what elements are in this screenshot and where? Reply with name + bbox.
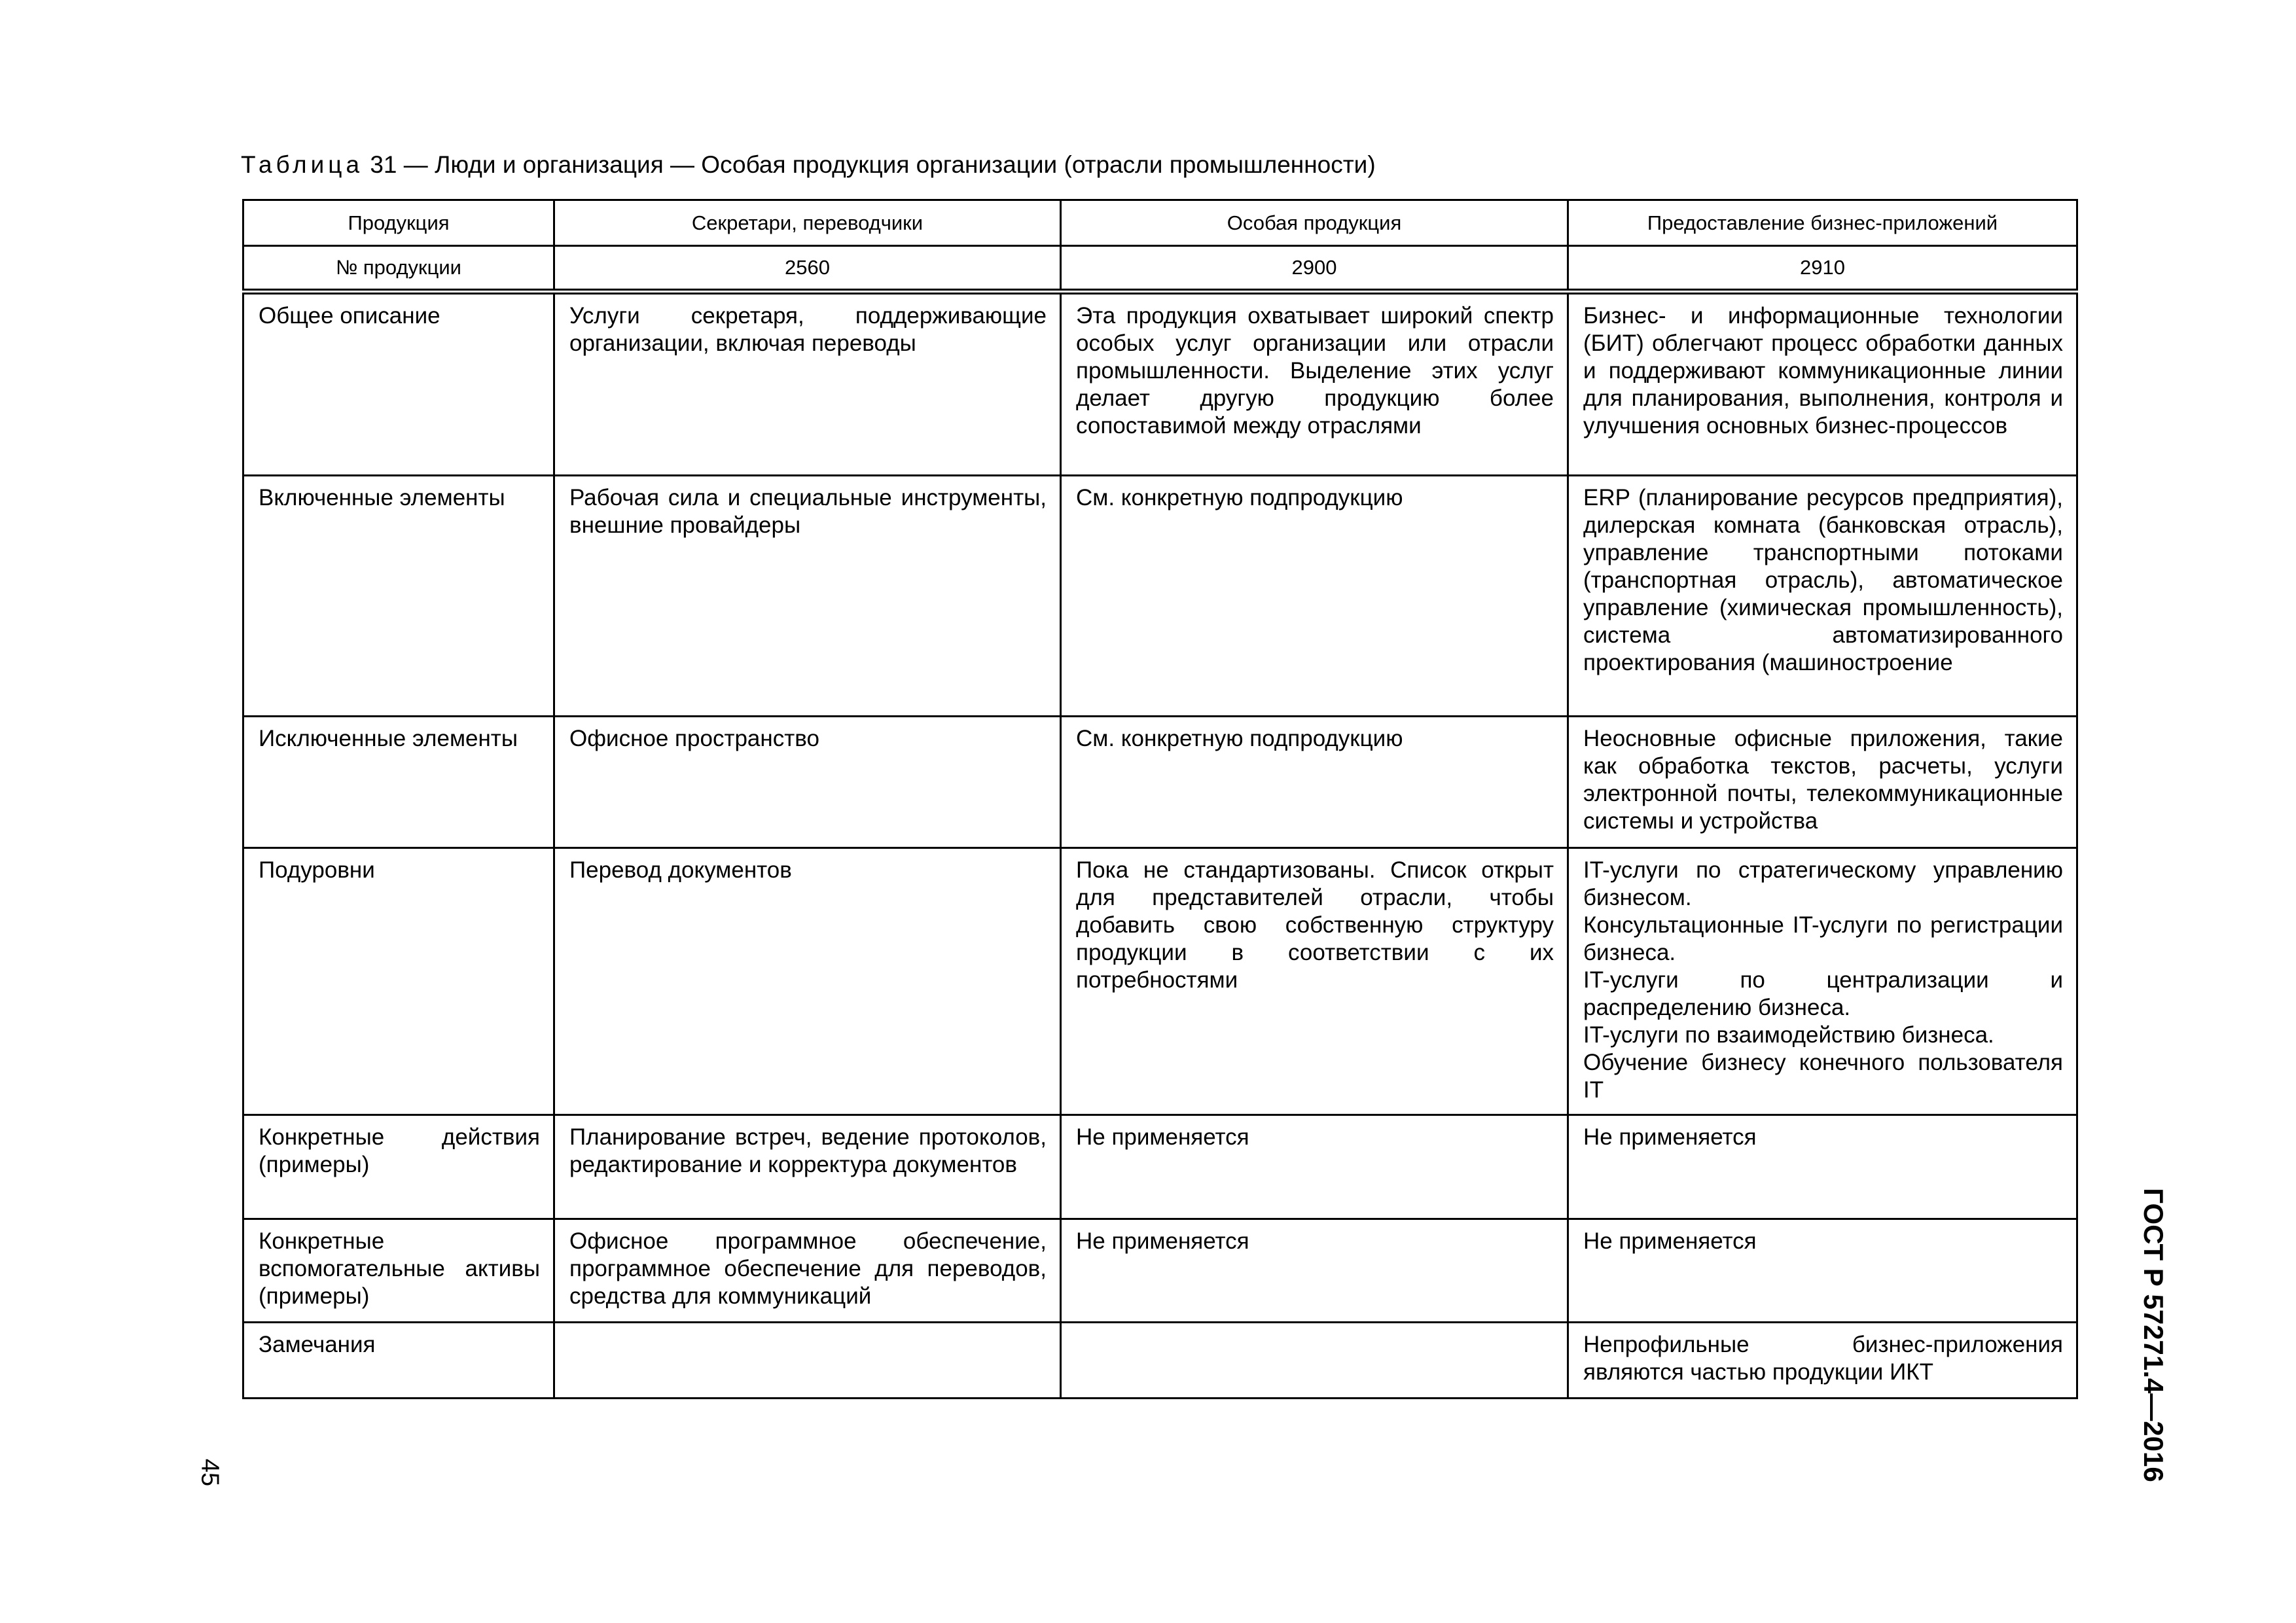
header-cell: Секретари, переводчики bbox=[554, 200, 1061, 246]
table-cell: Офисное пространство bbox=[554, 717, 1061, 848]
sublevel-line: IT-услуги по стратегическому управлению бизнесом. bbox=[1583, 857, 2063, 910]
table-cell: См. конкретную подпродукцию bbox=[1061, 476, 1568, 717]
table-row bbox=[243, 476, 2077, 717]
table-cell bbox=[1061, 1323, 1568, 1399]
table-row bbox=[243, 1219, 2077, 1323]
table-cell bbox=[554, 1323, 1061, 1399]
standard-designation bbox=[2138, 1185, 2168, 1486]
header-cell: Предоставление бизнес-приложений bbox=[1568, 200, 2077, 246]
table-cell: Не применяется bbox=[1061, 1115, 1568, 1219]
table-cell: Услуги секретаря, поддерживающие организации, включая переводы bbox=[554, 292, 1061, 476]
caption-text: 31 — Люди и организация — Особая продукция организации (отрасли промышленности) bbox=[370, 151, 1376, 178]
table-cell: Неосновные офисные приложения, такие как обработка текстов, расчеты, услуги электронной почты, телекоммуникационные системы и устройства bbox=[1568, 717, 2077, 848]
row-label: Подуровни bbox=[243, 848, 554, 1115]
standard-designation-text: ГОСТ Р 57271.4—2016 bbox=[2138, 1188, 2169, 1482]
sublevel-line: IT-услуги по централизации и распределению бизнеса. bbox=[1583, 967, 2063, 1020]
table-cell: Рабочая сила и специальные инструменты, внешние провайдеры bbox=[554, 476, 1061, 717]
row-label: Общее описание bbox=[243, 292, 554, 476]
id-cell: 2560 bbox=[554, 246, 1061, 292]
table-cell bbox=[1568, 848, 2077, 1115]
table-row bbox=[243, 292, 2077, 476]
table-cell: Не применяется bbox=[1568, 1115, 2077, 1219]
row-label: Конкретные вспомогательные активы (примеры) bbox=[243, 1219, 554, 1323]
sublevel-line: IT-услуги по взаимодействию бизнеса. bbox=[1583, 1022, 1994, 1048]
table-cell: Офисное программное обеспечение, программное обеспечение для переводов, средства для коммуникаций bbox=[554, 1219, 1061, 1323]
page-number bbox=[196, 1453, 223, 1492]
id-cell: № продукции bbox=[243, 246, 554, 292]
id-cell: 2910 bbox=[1568, 246, 2077, 292]
header-cell: Особая продукция bbox=[1061, 200, 1568, 246]
table-row bbox=[243, 1323, 2077, 1399]
table-caption bbox=[241, 151, 1376, 179]
product-table bbox=[242, 199, 2078, 1399]
table-cell: Не применяется bbox=[1061, 1219, 1568, 1323]
header-cell: Продукция bbox=[243, 200, 554, 246]
table-cell: Не применяется bbox=[1568, 1219, 2077, 1323]
table-row bbox=[243, 717, 2077, 848]
table-cell: Непрофильные бизнес-приложения являются частью продукции ИКТ bbox=[1568, 1323, 2077, 1399]
table-cell: Эта продукция охватывает широкий спектр особых услуг организации или отрасли промышленности. Выделение этих услуг делает другую продукцию более сопоставимой между отраслями bbox=[1061, 292, 1568, 476]
sublevel-line: Консультационные IT-услуги по регистрации бизнеса. bbox=[1583, 912, 2063, 965]
table-cell: Бизнес- и информационные технологии (БИТ) облегчают процесс обработки данных и поддерживают коммуникационные линии для планирования, выполнения, контроля и улучшения основных бизнес-процессов bbox=[1568, 292, 2077, 476]
table-row bbox=[243, 848, 2077, 1115]
row-label: Конкретные действия (примеры) bbox=[243, 1115, 554, 1219]
table-cell: ERP (планирование ресурсов предприятия), дилерская комната (банковская отрасль), управление транспортными потоками (транспортная отрасль), автоматическое управление (химическая промышленность), система автоматизированного проектирования (машиностроение bbox=[1568, 476, 2077, 717]
sublevel-line: Обучение бизнесу конечного пользователя IT bbox=[1583, 1050, 2063, 1103]
page-number-text: 45 bbox=[196, 1458, 224, 1487]
table-row bbox=[243, 1115, 2077, 1219]
id-cell: 2900 bbox=[1061, 246, 1568, 292]
table-cell: Перевод документов bbox=[554, 848, 1061, 1115]
row-label: Замечания bbox=[243, 1323, 554, 1399]
table-cell: Пока не стандартизованы. Список открыт для представителей отрасли, чтобы добавить свою собственную структуру продукции в соответствии с их потребностями bbox=[1061, 848, 1568, 1115]
row-label: Включенные элементы bbox=[243, 476, 554, 717]
row-label: Исключенные элементы bbox=[243, 717, 554, 848]
table-cell: См. конкретную подпродукцию bbox=[1061, 717, 1568, 848]
caption-label: Таблица bbox=[241, 151, 364, 178]
table-cell: Планирование встреч, ведение протоколов, редактирование и корректура документов bbox=[554, 1115, 1061, 1219]
